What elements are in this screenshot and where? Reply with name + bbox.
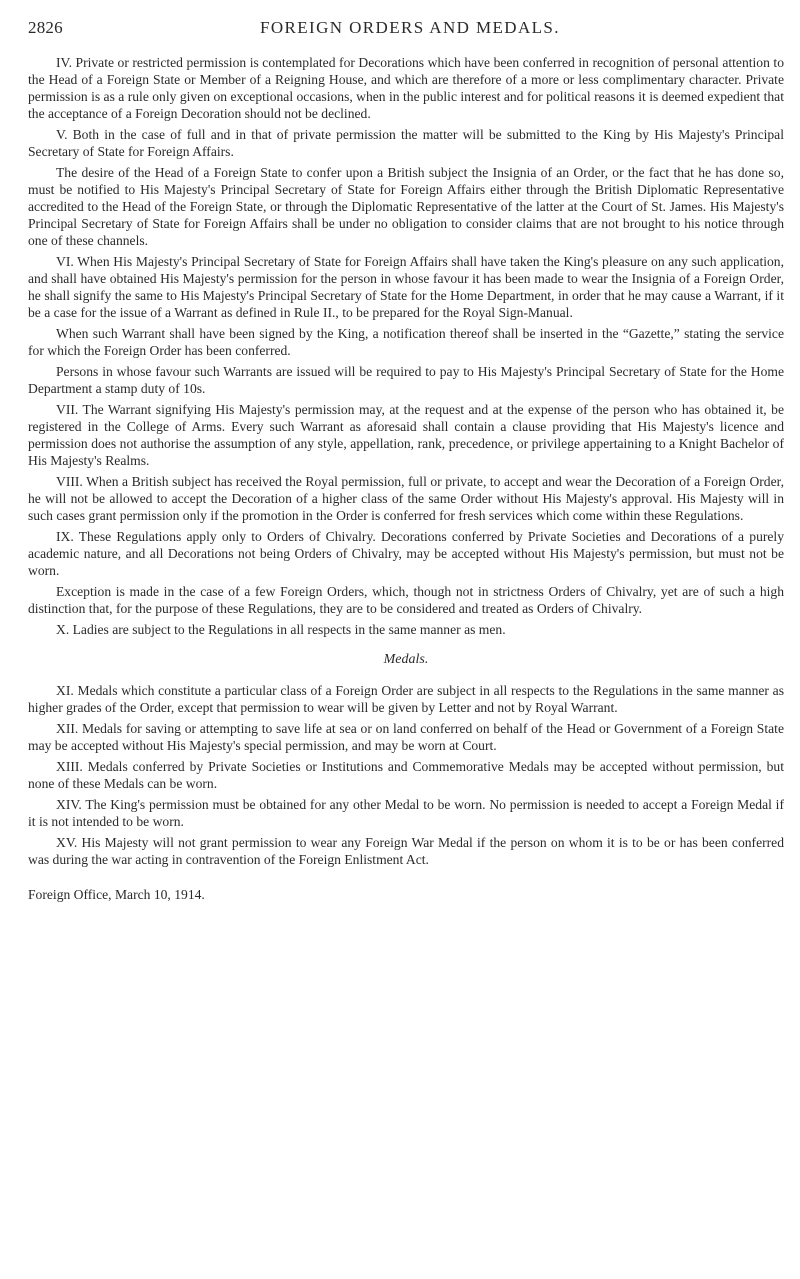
paragraph-xi: XI. Medals which constitute a particular class of a Foreign Order are subject in all respects to the Regulations in the same manner as higher grades of the Order, except that permission to wear will be given by Letter and not by Royal Warrant. <box>28 683 784 715</box>
signoff: Foreign Office, March 10, 1914. <box>28 887 205 902</box>
paragraph-xii: XII. Medals for saving or attempting to save life at sea or on land conferred on behalf of the Head or Government of a Foreign State may be accepted without His Majesty's special permission, and may be worn at Court. <box>28 721 784 753</box>
paragraph-xiv: XIV. The King's permission must be obtained for any other Medal to be worn. No permission is needed to accept a Foreign Medal if it is not intended to be worn. <box>28 797 784 829</box>
paragraph-x: X. Ladies are subject to the Regulations in all respects in the same manner as men. <box>56 622 506 637</box>
regulations-body <box>28 54 784 638</box>
paragraph-xv: XV. His Majesty will not grant permission to wear any Foreign War Medal if the person on whom it is to be or has been conferred was during the war acting in contravention of the Foreign Enlistment Act. <box>28 835 784 867</box>
paragraph-vii: VII. The Warrant signifying His Majesty's permission may, at the request and at the expense of the person who has obtained it, be registered in the College of Arms. Every such Warrant as aforesaid shall contain a clause providing that His Majesty's licence and permission does not authorise the assumption of any style, appellation, rank, precedence, or privilege appertaining to a Knight Bachelor of His Majesty's Realms. <box>28 402 784 468</box>
paragraph-vi: VI. When His Majesty's Principal Secretary of State for Foreign Affairs shall have taken the King's pleasure on any such application, and shall have obtained His Majesty's permission for the person in whose favour it has been made to wear the Insignia of a Foreign Order, he shall signify the same to His Majesty's Principal Secretary of State for the Home Department, in order that he may cause a Warrant, if it be a case for the issue of a Warrant as defined in Rule II., to be prepared for the Royal Sign-Manual. <box>28 254 784 320</box>
paragraph-vi-stamp-duty: Persons in whose favour such Warrants are issued will be required to pay to His Majesty's Principal Secretary of State for the Home Department a stamp duty of 10s. <box>28 364 784 396</box>
paragraph-xiii: XIII. Medals conferred by Private Societies or Institutions and Commemorative Medals may be accepted without permission, but none of these Medals can be worn. <box>28 759 784 791</box>
page-header <box>28 18 784 54</box>
paragraph-v-notification: The desire of the Head of a Foreign State to confer upon a British subject the Insignia of an Order, or the fact that he has done so, must be notified to His Majesty's Principal Secretary of State for Foreign Affairs either through the British Diplomatic Representative accredited to the Head of the Foreign State, or through the Diplomatic Representative of the latter at the Court of St. James. His Majesty's Principal Secretary of State for Foreign Affairs shall be under no obligation to consider claims that are not brought to his notice through one of these channels. <box>28 165 784 248</box>
medals-body <box>28 682 784 868</box>
paragraph-viii: VIII. When a British subject has received the Royal permission, full or private, to accept and wear the Decoration of a Foreign Order, he will not be allowed to accept the Decoration of a higher class of the same Order without His Majesty's approval. His Majesty will in such cases grant permission only if the promotion in the Order is conferred for fresh services which come within these Regulations. <box>28 474 784 523</box>
page-number: 2826 <box>28 18 63 37</box>
paragraph-iv: IV. Private or restricted permission is contemplated for Decorations which have been conferred in recognition of personal attention to the Head of a Foreign State or Member of a Reigning House, and which are therefore of a more or less complimentary character. Private permission is as a rule only given on exceptional occasions, when in the public interest and for political reasons it is deemed expedient that the acceptance of a Foreign Decoration should not be declined. <box>28 55 784 121</box>
paragraph-ix: IX. These Regulations apply only to Orders of Chivalry. Decorations conferred by Private Societies and Decorations of a purely academic nature, and all Decorations not being Orders of Chivalry, may be accepted without His Majesty's permission, but must not be worn. <box>28 529 784 578</box>
medals-heading: Medals. <box>383 652 429 667</box>
paragraph-vi-gazette: When such Warrant shall have been signed by the King, a notification thereof shall be inserted in the “Gazette,” stating the service for which the Foreign Order has been conferred. <box>28 326 784 358</box>
paragraph-ix-exception: Exception is made in the case of a few Foreign Orders, which, though not in strictness Orders of Chivalry, yet are of such a high distinction that, for the purpose of these Regulations, they are to be considered and treated as Orders of Chivalry. <box>28 584 784 616</box>
running-head: FOREIGN ORDERS AND MEDALS. <box>260 18 560 37</box>
paragraph-v: V. Both in the case of full and in that of private permission the matter will be submitted to the King by His Majesty's Principal Secretary of State for Foreign Affairs. <box>28 127 784 159</box>
document-page <box>28 18 784 907</box>
